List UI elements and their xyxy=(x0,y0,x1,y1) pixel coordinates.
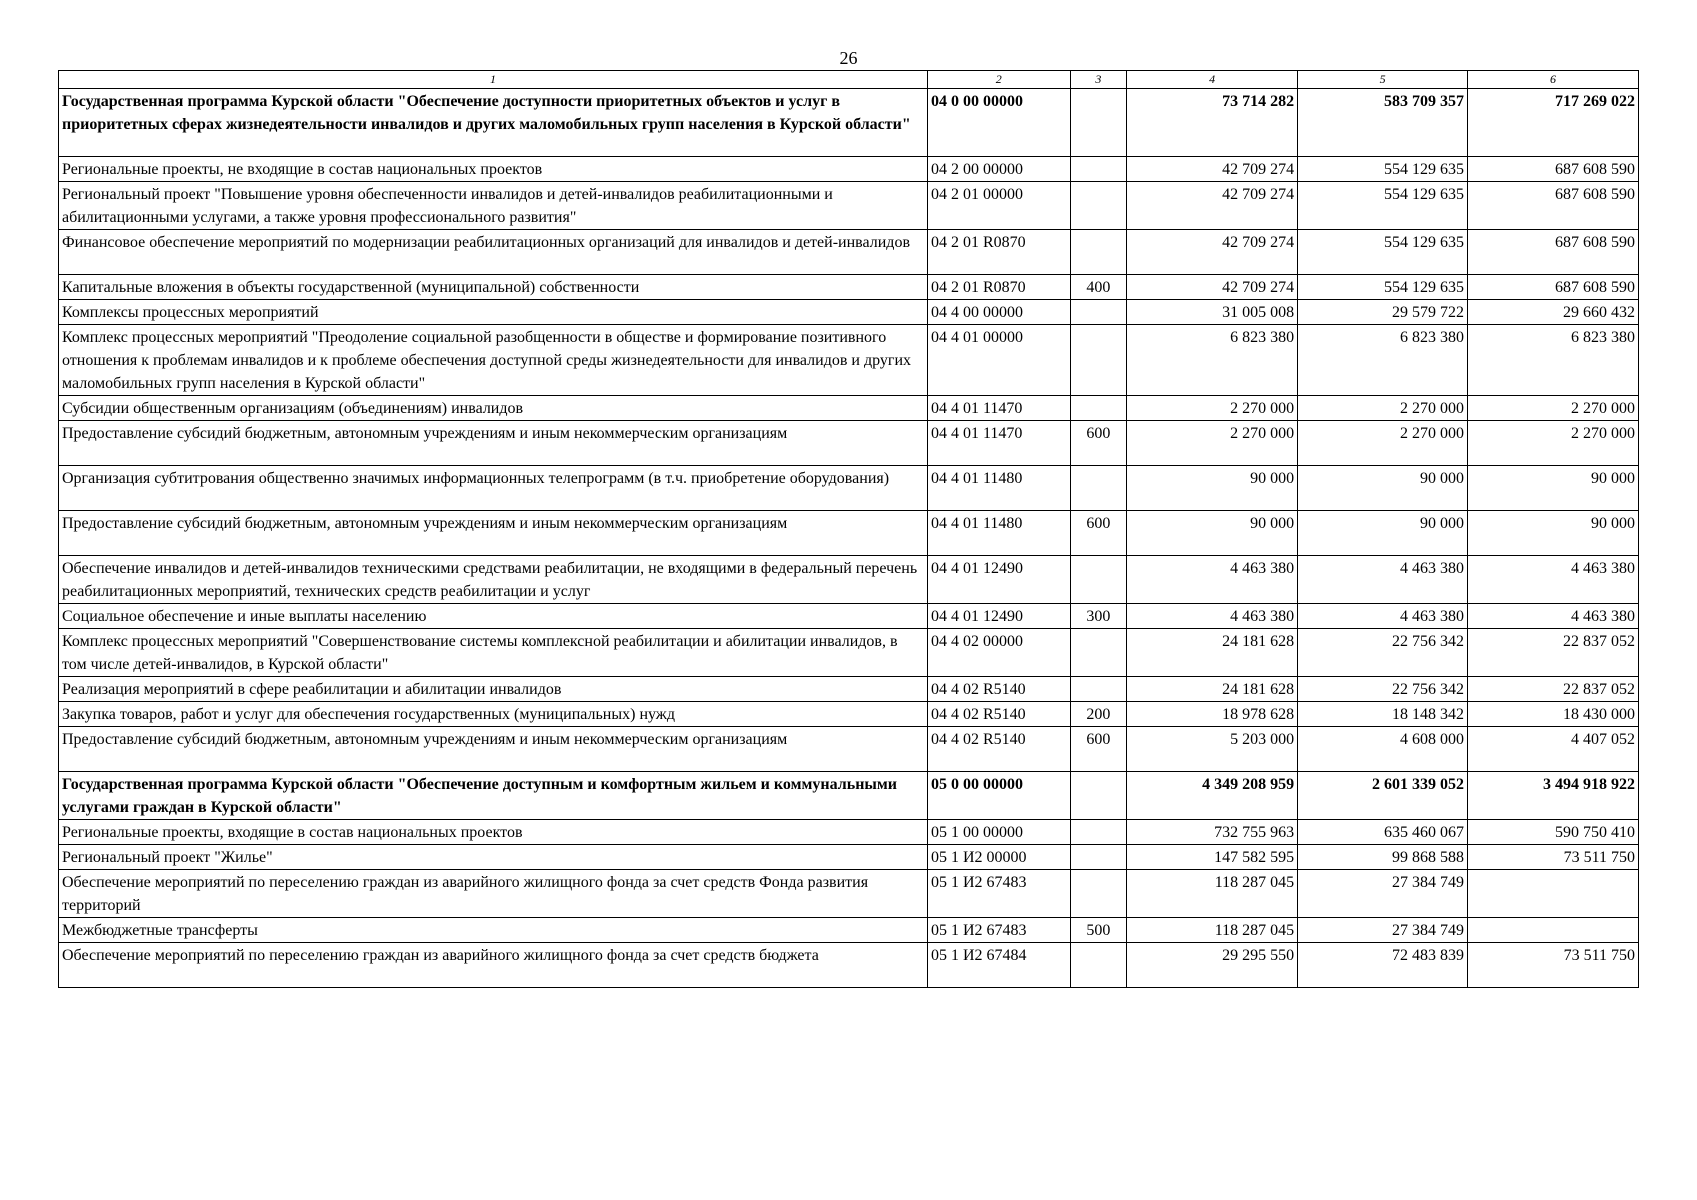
row-name-cell: Предоставление субсидий бюджетным, автономным учреждениям и иным некоммерческим организациям xyxy=(59,727,928,772)
column-header: 4 xyxy=(1127,71,1298,89)
table-row xyxy=(59,820,1639,845)
row-value-6-cell: 3 494 918 922 xyxy=(1468,772,1639,820)
row-value-5-cell: 4 463 380 xyxy=(1298,604,1468,629)
row-expense-type-cell xyxy=(1070,230,1127,275)
table-row xyxy=(59,230,1639,275)
row-code-cell: 04 0 00 00000 xyxy=(927,89,1070,157)
row-name-cell: Обеспечение мероприятий по переселению граждан из аварийного жилищного фонда за счет средств бюджета xyxy=(59,943,928,988)
row-name-cell: Региональный проект "Повышение уровня обеспеченности инвалидов и детей-инвалидов реабилитационными и абилитационными услугами, а также уровня профессионального развития" xyxy=(59,182,928,230)
row-value-4-cell: 42 709 274 xyxy=(1127,157,1298,182)
row-expense-type-cell xyxy=(1070,325,1127,396)
row-code-cell: 04 4 02 00000 xyxy=(927,629,1070,677)
table-row xyxy=(59,511,1639,556)
row-value-4-cell: 24 181 628 xyxy=(1127,677,1298,702)
row-name-cell: Социальное обеспечение и иные выплаты населению xyxy=(59,604,928,629)
row-value-6-cell: 73 511 750 xyxy=(1468,845,1639,870)
table-row xyxy=(59,677,1639,702)
row-value-6-cell: 90 000 xyxy=(1468,466,1639,511)
row-value-6-cell: 2 270 000 xyxy=(1468,421,1639,466)
row-value-6-cell: 590 750 410 xyxy=(1468,820,1639,845)
row-expense-type-cell xyxy=(1070,89,1127,157)
row-code-cell: 04 4 01 11470 xyxy=(927,396,1070,421)
row-expense-type-cell xyxy=(1070,556,1127,604)
table-row xyxy=(59,943,1639,988)
table-row xyxy=(59,466,1639,511)
row-expense-type-cell: 500 xyxy=(1070,918,1127,943)
row-name-cell: Предоставление субсидий бюджетным, автономным учреждениям и иным некоммерческим организациям xyxy=(59,421,928,466)
row-name-cell: Финансовое обеспечение мероприятий по модернизации реабилитационных организаций для инвалидов и детей-инвалидов xyxy=(59,230,928,275)
row-code-cell: 04 4 02 R5140 xyxy=(927,677,1070,702)
row-code-cell: 04 4 01 00000 xyxy=(927,325,1070,396)
row-name-cell: Межбюджетные трансферты xyxy=(59,918,928,943)
table-row xyxy=(59,396,1639,421)
row-value-6-cell: 18 430 000 xyxy=(1468,702,1639,727)
row-code-cell: 05 1 И2 67483 xyxy=(927,870,1070,918)
row-value-6-cell: 73 511 750 xyxy=(1468,943,1639,988)
row-value-5-cell: 554 129 635 xyxy=(1298,230,1468,275)
row-code-cell: 04 2 00 00000 xyxy=(927,157,1070,182)
row-code-cell: 05 0 00 00000 xyxy=(927,772,1070,820)
row-value-4-cell: 4 463 380 xyxy=(1127,604,1298,629)
row-expense-type-cell xyxy=(1070,629,1127,677)
row-name-cell: Обеспечение инвалидов и детей-инвалидов техническими средствами реабилитации, не входящими в федеральный перечень реабилитационных мероприятий, технических средств реабилитации и услуг xyxy=(59,556,928,604)
row-expense-type-cell: 600 xyxy=(1070,421,1127,466)
table-row xyxy=(59,89,1639,157)
row-expense-type-cell xyxy=(1070,943,1127,988)
row-value-4-cell: 42 709 274 xyxy=(1127,275,1298,300)
row-name-cell: Государственная программа Курской области "Обеспечение доступности приоритетных объектов и услуг в приоритетных сферах жизнедеятельности инвалидов и других маломобильных групп населения в Курской области" xyxy=(59,89,928,157)
table-row xyxy=(59,918,1639,943)
row-value-6-cell: 90 000 xyxy=(1468,511,1639,556)
row-value-4-cell: 732 755 963 xyxy=(1127,820,1298,845)
row-expense-type-cell: 600 xyxy=(1070,511,1127,556)
row-value-4-cell: 5 203 000 xyxy=(1127,727,1298,772)
row-value-4-cell: 18 978 628 xyxy=(1127,702,1298,727)
row-code-cell: 05 1 И2 00000 xyxy=(927,845,1070,870)
row-value-6-cell: 687 608 590 xyxy=(1468,230,1639,275)
row-expense-type-cell xyxy=(1070,466,1127,511)
row-expense-type-cell xyxy=(1070,820,1127,845)
row-code-cell: 05 1 И2 67484 xyxy=(927,943,1070,988)
budget-table xyxy=(58,70,1639,988)
row-name-cell: Обеспечение мероприятий по переселению граждан из аварийного жилищного фонда за счет средств Фонда развития территорий xyxy=(59,870,928,918)
row-value-5-cell: 27 384 749 xyxy=(1298,870,1468,918)
row-value-5-cell: 22 756 342 xyxy=(1298,629,1468,677)
row-value-6-cell: 717 269 022 xyxy=(1468,89,1639,157)
row-code-cell: 05 1 00 00000 xyxy=(927,820,1070,845)
row-value-6-cell: 22 837 052 xyxy=(1468,629,1639,677)
row-expense-type-cell xyxy=(1070,772,1127,820)
column-number-row xyxy=(59,71,1639,89)
row-value-5-cell: 90 000 xyxy=(1298,511,1468,556)
row-code-cell: 04 4 01 12490 xyxy=(927,556,1070,604)
column-header: 3 xyxy=(1070,71,1127,89)
table-row xyxy=(59,702,1639,727)
row-code-cell: 05 1 И2 67483 xyxy=(927,918,1070,943)
row-value-6-cell: 4 407 052 xyxy=(1468,727,1639,772)
row-name-cell: Комплексы процессных мероприятий xyxy=(59,300,928,325)
row-code-cell: 04 4 01 11470 xyxy=(927,421,1070,466)
row-value-4-cell: 24 181 628 xyxy=(1127,629,1298,677)
row-code-cell: 04 4 01 11480 xyxy=(927,511,1070,556)
row-value-4-cell: 2 270 000 xyxy=(1127,396,1298,421)
row-value-4-cell: 90 000 xyxy=(1127,511,1298,556)
row-value-5-cell: 583 709 357 xyxy=(1298,89,1468,157)
row-expense-type-cell xyxy=(1070,157,1127,182)
row-expense-type-cell xyxy=(1070,182,1127,230)
row-name-cell: Реализация мероприятий в сфере реабилитации и абилитации инвалидов xyxy=(59,677,928,702)
row-name-cell: Государственная программа Курской области "Обеспечение доступным и комфортным жильем и коммунальными услугами граждан в Курской области" xyxy=(59,772,928,820)
row-name-cell: Предоставление субсидий бюджетным, автономным учреждениям и иным некоммерческим организациям xyxy=(59,511,928,556)
row-value-4-cell: 90 000 xyxy=(1127,466,1298,511)
table-row xyxy=(59,870,1639,918)
column-header: 5 xyxy=(1298,71,1468,89)
row-code-cell: 04 4 02 R5140 xyxy=(927,702,1070,727)
row-value-5-cell: 554 129 635 xyxy=(1298,182,1468,230)
row-expense-type-cell: 600 xyxy=(1070,727,1127,772)
row-value-4-cell: 29 295 550 xyxy=(1127,943,1298,988)
row-name-cell: Региональный проект "Жилье" xyxy=(59,845,928,870)
row-value-4-cell: 42 709 274 xyxy=(1127,182,1298,230)
table-row xyxy=(59,772,1639,820)
row-name-cell: Закупка товаров, работ и услуг для обеспечения государственных (муниципальных) нужд xyxy=(59,702,928,727)
row-value-6-cell xyxy=(1468,918,1639,943)
row-code-cell: 04 4 02 R5140 xyxy=(927,727,1070,772)
row-value-5-cell: 2 601 339 052 xyxy=(1298,772,1468,820)
row-value-5-cell: 18 148 342 xyxy=(1298,702,1468,727)
row-value-6-cell: 29 660 432 xyxy=(1468,300,1639,325)
row-value-6-cell: 687 608 590 xyxy=(1468,275,1639,300)
row-value-6-cell: 687 608 590 xyxy=(1468,157,1639,182)
table-row xyxy=(59,421,1639,466)
row-expense-type-cell: 200 xyxy=(1070,702,1127,727)
table-row xyxy=(59,727,1639,772)
table-row xyxy=(59,300,1639,325)
row-value-6-cell: 687 608 590 xyxy=(1468,182,1639,230)
row-expense-type-cell xyxy=(1070,396,1127,421)
row-value-4-cell: 4 349 208 959 xyxy=(1127,772,1298,820)
row-value-5-cell: 6 823 380 xyxy=(1298,325,1468,396)
row-expense-type-cell xyxy=(1070,870,1127,918)
row-expense-type-cell: 400 xyxy=(1070,275,1127,300)
row-code-cell: 04 2 01 R0870 xyxy=(927,275,1070,300)
row-expense-type-cell: 300 xyxy=(1070,604,1127,629)
table-row xyxy=(59,604,1639,629)
row-value-5-cell: 2 270 000 xyxy=(1298,421,1468,466)
row-value-5-cell: 4 463 380 xyxy=(1298,556,1468,604)
row-value-6-cell: 4 463 380 xyxy=(1468,604,1639,629)
row-value-5-cell: 72 483 839 xyxy=(1298,943,1468,988)
row-code-cell: 04 2 01 00000 xyxy=(927,182,1070,230)
row-name-cell: Субсидии общественным организациям (объединениям) инвалидов xyxy=(59,396,928,421)
row-code-cell: 04 4 01 11480 xyxy=(927,466,1070,511)
row-name-cell: Организация субтитрования общественно значимых информационных телепрограмм (в т.ч. приобретение оборудования) xyxy=(59,466,928,511)
row-value-4-cell: 147 582 595 xyxy=(1127,845,1298,870)
row-code-cell: 04 4 01 12490 xyxy=(927,604,1070,629)
row-value-5-cell: 2 270 000 xyxy=(1298,396,1468,421)
row-name-cell: Комплекс процессных мероприятий "Преодоление социальной разобщенности в обществе и формирование позитивного отношения к проблемам инвалидов и к проблеме обеспечения доступной среды жизнедеятельности для инвалидов и других маломобильных групп населения в Курской области" xyxy=(59,325,928,396)
row-value-4-cell: 118 287 045 xyxy=(1127,918,1298,943)
column-header: 6 xyxy=(1468,71,1639,89)
row-name-cell: Комплекс процессных мероприятий "Совершенствование системы комплексной реабилитации и абилитации инвалидов, в том числе детей-инвалидов, в Курской области" xyxy=(59,629,928,677)
table-row xyxy=(59,275,1639,300)
table-body xyxy=(59,89,1639,988)
column-header: 2 xyxy=(927,71,1070,89)
table-row xyxy=(59,182,1639,230)
table-row xyxy=(59,629,1639,677)
row-name-cell: Региональные проекты, не входящие в состав национальных проектов xyxy=(59,157,928,182)
row-value-4-cell: 2 270 000 xyxy=(1127,421,1298,466)
row-code-cell: 04 2 01 R0870 xyxy=(927,230,1070,275)
row-expense-type-cell xyxy=(1070,677,1127,702)
row-value-5-cell: 4 608 000 xyxy=(1298,727,1468,772)
page-number: 26 xyxy=(839,48,858,68)
row-value-4-cell: 4 463 380 xyxy=(1127,556,1298,604)
row-value-6-cell xyxy=(1468,870,1639,918)
row-value-4-cell: 73 714 282 xyxy=(1127,89,1298,157)
column-header: 1 xyxy=(59,71,928,89)
row-value-6-cell: 2 270 000 xyxy=(1468,396,1639,421)
row-expense-type-cell xyxy=(1070,845,1127,870)
row-value-6-cell: 4 463 380 xyxy=(1468,556,1639,604)
table-row xyxy=(59,556,1639,604)
row-value-5-cell: 22 756 342 xyxy=(1298,677,1468,702)
row-value-5-cell: 554 129 635 xyxy=(1298,275,1468,300)
row-value-4-cell: 42 709 274 xyxy=(1127,230,1298,275)
row-value-6-cell: 22 837 052 xyxy=(1468,677,1639,702)
row-value-5-cell: 554 129 635 xyxy=(1298,157,1468,182)
row-value-4-cell: 6 823 380 xyxy=(1127,325,1298,396)
row-value-5-cell: 635 460 067 xyxy=(1298,820,1468,845)
table-row xyxy=(59,845,1639,870)
row-name-cell: Региональные проекты, входящие в состав национальных проектов xyxy=(59,820,928,845)
row-value-4-cell: 118 287 045 xyxy=(1127,870,1298,918)
row-value-5-cell: 99 868 588 xyxy=(1298,845,1468,870)
row-code-cell: 04 4 00 00000 xyxy=(927,300,1070,325)
row-value-4-cell: 31 005 008 xyxy=(1127,300,1298,325)
table-row xyxy=(59,157,1639,182)
row-value-5-cell: 29 579 722 xyxy=(1298,300,1468,325)
table-row xyxy=(59,325,1639,396)
row-expense-type-cell xyxy=(1070,300,1127,325)
row-value-5-cell: 27 384 749 xyxy=(1298,918,1468,943)
row-value-6-cell: 6 823 380 xyxy=(1468,325,1639,396)
row-name-cell: Капитальные вложения в объекты государственной (муниципальной) собственности xyxy=(59,275,928,300)
row-value-5-cell: 90 000 xyxy=(1298,466,1468,511)
